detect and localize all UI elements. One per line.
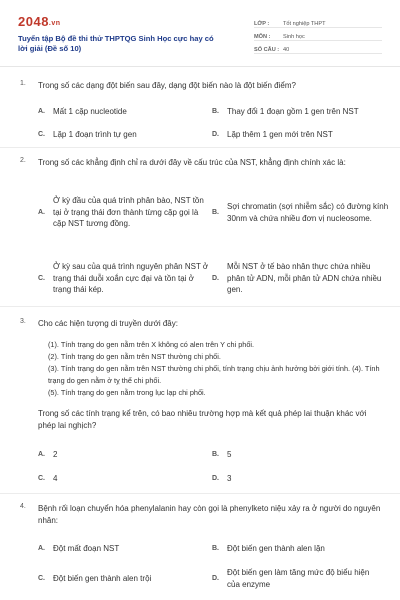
question-divider [0, 493, 400, 494]
option-text: Thay đổi 1 đoạn gồm 1 gen trên NST [227, 107, 359, 116]
option-d[interactable] [212, 567, 382, 590]
question-divider [0, 306, 400, 307]
document-header [0, 0, 400, 62]
option-text: 3 [227, 474, 232, 483]
option-letter: D. [212, 274, 219, 282]
question-number: 2. [20, 157, 26, 164]
option-text: Mất 1 cặp nucleotide [53, 107, 127, 116]
option-letter: C. [38, 575, 45, 582]
option-text: 2 [53, 450, 58, 459]
option-text: Ở kỳ sau của quá trình nguyên phân NST ở trạng thái duỗi xoắn cực đại và tồn tại ở trạng thái kép. [53, 262, 209, 294]
list-item: (2). Tính trạng do gen nằm trên NST thường chi phối. [48, 352, 221, 361]
option-text: Đột biến gen làm tăng mức độ biểu hiện của enzyme [227, 568, 370, 589]
option-text: Đột biến gen thành alen lặn [227, 544, 325, 553]
option-letter: B. [212, 451, 219, 458]
option-a[interactable] [38, 449, 208, 461]
option-a[interactable] [38, 106, 208, 118]
option-text: Đột mất đoạn NST [53, 544, 120, 553]
list-item: (5). Tính trạng do gen nằm trong lục lạp chi phối. [48, 388, 206, 397]
option-letter: A. [38, 451, 45, 458]
question-divider [0, 147, 400, 148]
option-c[interactable] [38, 573, 208, 585]
meta-row-count [254, 41, 382, 54]
option-letter: A. [38, 108, 45, 115]
question-text: Bệnh rối loạn chuyển hóa phenylalanin hay còn gọi là phenylketo niệu xảy ra ở người do nguyên nhân: [38, 504, 381, 525]
option-c[interactable] [38, 261, 210, 296]
question-number: 3. [20, 318, 26, 325]
option-letter: B. [212, 208, 219, 216]
option-letter: D. [212, 131, 219, 138]
meta-table [254, 15, 382, 54]
option-d[interactable] [212, 261, 390, 296]
header-divider [0, 66, 400, 67]
brand-suffix: .vn [48, 20, 61, 27]
document-title: Tuyển tập Bộ đề thi thử THPTQG Sinh Học cực hay có lời giải (Đề số 10) [18, 34, 214, 53]
option-d[interactable] [212, 129, 392, 141]
list-item: (1). Tính trạng do gen nằm trên X không có alen trên Y chi phối. [48, 340, 255, 349]
option-text: Lặp 1 đoạn trình tự gen [53, 130, 137, 139]
option-letter: B. [212, 108, 219, 115]
meta-row-class [254, 15, 382, 28]
option-c[interactable] [38, 473, 208, 485]
option-b[interactable] [212, 449, 392, 461]
option-b[interactable] [212, 543, 392, 555]
phenomena-list [48, 339, 388, 399]
question-number: 4. [20, 503, 26, 510]
option-text: Ở kỳ đầu của quá trình phân bào, NST tồn tại ở trạng thái đơn thành từng cặp gọi là cặp NST tương đồng. [53, 196, 204, 228]
meta-key: SỐ CÂU : [254, 47, 280, 53]
option-letter: B. [212, 545, 219, 552]
option-d[interactable] [212, 473, 392, 485]
option-letter: D. [212, 574, 219, 582]
option-letter: A. [38, 208, 45, 216]
list-item: (3). Tính trạng do gen nằm trên NST thường chi phối, tính trạng chịu ảnh hưởng bởi giới tính. (4). Tính trạng do gen nằm ở tỵ thể chi phối. [48, 364, 380, 385]
question-prompt: Trong số các tính trạng kể trên, có bao nhiêu trường hợp mà kết quả phép lai thuận khác với phép lai nghịch? [38, 409, 367, 430]
meta-key: LỚP : [254, 21, 270, 27]
option-letter: C. [38, 274, 45, 282]
option-a[interactable] [38, 195, 210, 230]
option-text: Sợi chromatin (sợi nhiễm sắc) có đường kính 30nm và chứa nhiều đơn vị nucleosome. [227, 202, 389, 223]
option-b[interactable] [212, 201, 390, 224]
meta-value: Sinh học [283, 34, 305, 40]
question-text: Trong số các dạng đột biến sau đây, dạng đột biến nào là đột biến điểm? [38, 81, 296, 90]
option-text: Mỗi NST ở tế bào nhân thực chứa nhiều phân tử ADN, mỗi phân tử ADN chứa nhiều gen. [227, 262, 382, 294]
meta-value: Tốt nghiệp THPT [283, 21, 326, 27]
meta-value: 40 [283, 47, 290, 53]
brand-name: 2048 [18, 14, 49, 29]
option-text: Lặp thêm 1 gen mới trên NST [227, 130, 333, 139]
meta-row-subject [254, 28, 382, 41]
option-a[interactable] [38, 543, 208, 555]
option-text: Đột biến gen thành alen trội [53, 574, 152, 583]
question-text: Cho các hiện tượng di truyền dưới đây: [38, 319, 178, 328]
question-number: 1. [20, 80, 26, 87]
option-letter: C. [38, 131, 45, 138]
meta-key: MÔN : [254, 34, 271, 40]
option-c[interactable] [38, 129, 208, 141]
option-text: 4 [53, 474, 58, 483]
option-letter: A. [38, 545, 45, 552]
option-letter: C. [38, 475, 45, 482]
option-letter: D. [212, 475, 219, 482]
option-text: 5 [227, 450, 232, 459]
option-b[interactable] [212, 106, 392, 118]
question-text: Trong số các khẳng định chỉ ra dưới đây về cấu trúc của NST, khẳng định chính xác là: [38, 158, 346, 167]
